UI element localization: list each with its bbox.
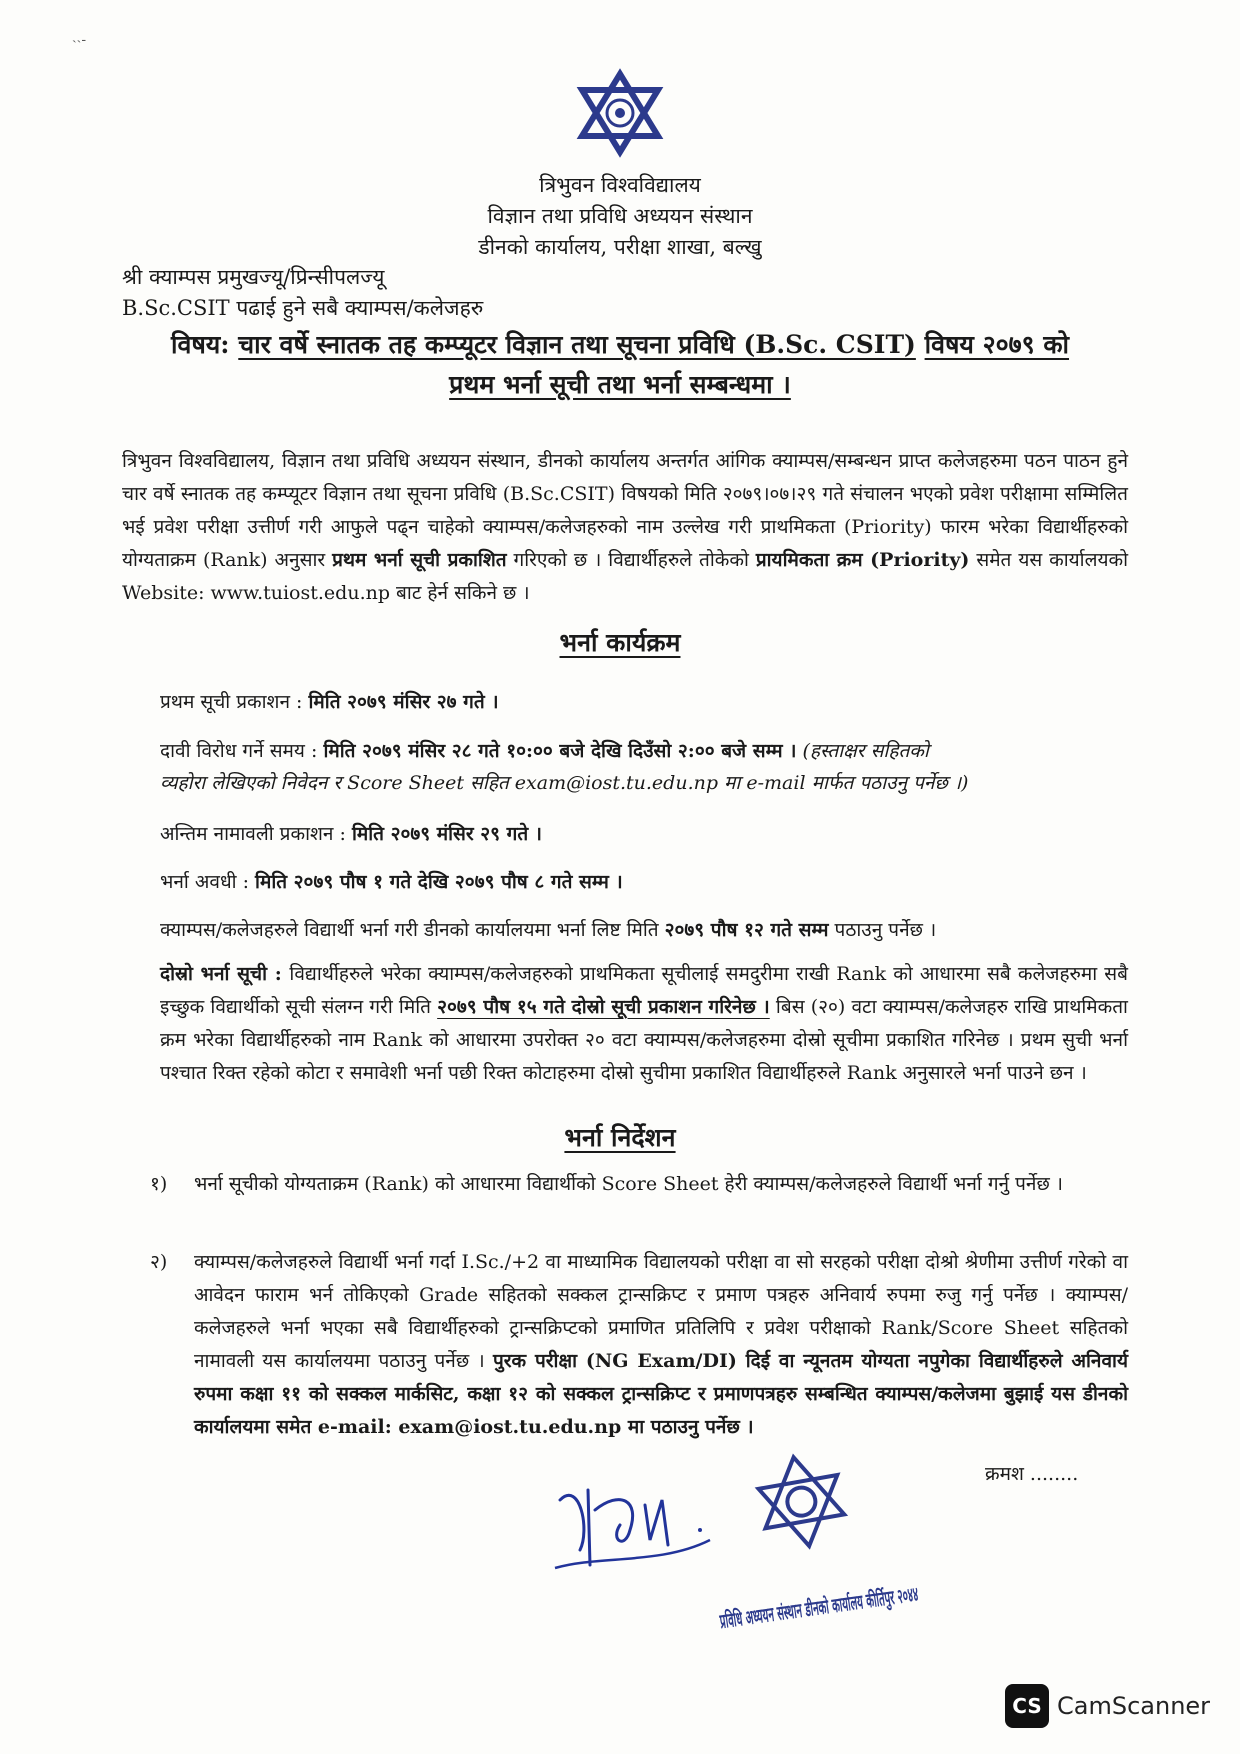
admission-value: मिति २०७९ पौष १ गते देखि २०७९ पौष ८ गते सम्म । xyxy=(255,871,623,893)
second-text-1: विद्यार्थीहरुले भरेका क्याम्पस/कलेजहरुको प्राथमिकता सूचीलाई समदुरीमा राखी Rank को आधारमा सबै कलेजहरुमा सबै इच्छुक विद्यार्थीको सूची संलग्न गरी मिति xyxy=(160,963,1129,1018)
instruction-2-bold: पुरक परीक्षा (NG Exam/DI) दिई वा न्यूनतम योग्यता नपुगेका विद्यार्थीहरुले अनिवार्य रुपमा कक्षा ११ को सक्कल मार्कसिट, कक्षा १२ को सक्कल ट्रान्सक्रिप्ट र प्रमाणपत्रहरु सम्बन्धित क्याम्पस/कलेजमा बुझाई यस डीनको कार्यालयमा समेत e-mail: exam@iost.tu.edu.np मा पठाउनु पर्नेछ । xyxy=(194,1350,1128,1438)
tu-emblem-icon xyxy=(570,72,670,154)
claim-note-1: (हस्ताक्षर सहितको xyxy=(796,740,929,762)
send-text: क्याम्पस/कलेजहरुले विद्यार्थी भर्ना गरी डीनको कार्यालयमा भर्ना लिष्ट मिति xyxy=(160,919,665,941)
final-value: मिति २०७९ मंसिर २९ गते । xyxy=(351,823,542,845)
claim-row xyxy=(160,735,1120,799)
instruction-1-number: १) xyxy=(150,1173,168,1195)
schedule-heading: भर्ना कार्यक्रम xyxy=(559,628,681,657)
stamp-text: प्रविधि अध्ययन संस्थान डीनको कार्यालय कीर्तिपुर २०४४ xyxy=(718,1553,1120,1634)
instruction-item-1 xyxy=(150,1168,1128,1201)
office-name: डीनको कार्यालय, परीक्षा शाखा, बल्खु xyxy=(478,235,762,259)
final-list-row xyxy=(160,818,542,850)
subject xyxy=(100,325,1140,405)
continued-mark: क्रमश ........ xyxy=(985,1463,1079,1485)
admission-label: भर्ना अवधी : xyxy=(160,871,256,893)
instructions-heading: भर्ना निर्देशन xyxy=(564,1123,676,1152)
letterhead xyxy=(420,170,820,263)
recipient-line-2: B.Sc.CSIT पढाई हुने सबै क्याम्पस/कलेजहरु xyxy=(122,296,484,320)
claim-value: मिति २०७९ मंसिर २८ गते १०:०० बजे देखि दिउँसो २:०० बजे सम्म । xyxy=(323,740,797,762)
claim-label: दावी विरोध गर्ने समय : xyxy=(160,740,324,762)
instruction-item-2 xyxy=(150,1246,1128,1444)
subject-label: विषय: xyxy=(170,330,230,359)
instruction-2-text: क्याम्पस/कलेजहरुले विद्यार्थी भर्ना गर्दा I.Sc./+2 वा माध्यामिक विद्यालयको परीक्षा वा सो सरहको परीक्षा दोश्रो श्रेणीमा उत्तीर्ण गरेको वा आवेदन फाराम भर्न तोकिएको Grade सहितको सक्कल ट्रान्सक्रिप्ट र प्रमाण पत्रहरु अनिवार्य रुपमा रुजु गर्नु पर्नेछ । क्याम्पस/कलेजहरुले भर्ना भएका सबै विद्यार्थीहरुको ट्रान्सक्रिप्टको प्रमाणित प्रतिलिपि र प्रवेश परीक्षाको Rank/Score Sheet सहितको नामावली यस कार्यालयमा पठाउनु पर्नेछ । xyxy=(194,1251,1128,1372)
second-text-2: बिस (२०) वटा क्याम्पस/कलेजहरु राखि प्राथमिकता क्रम भरेका विद्यार्थीहरुको नाम Rank को आधारमा उपरोक्त २० वटा क्याम्पस/कलेजहरुमा दोस्रो सूचीमा प्रकाशित गरिनेछ । प्रथम सुची भर्ना पश्चात रिक्त रहेको कोटा र समावेशी भर्ना पछी रिक्त कोटाहरुमा दोस्रो सुचीमा प्रकाशित विद्यार्थीहरुले Rank अनुसारले भर्ना पाउने छन । xyxy=(160,996,1128,1084)
second-list-paragraph xyxy=(160,958,1128,1090)
scan-mark: ˴˴- xyxy=(72,32,87,48)
institute-name: विज्ञान तथा प्रविधि अध्ययन संस्थान xyxy=(487,204,753,228)
intro-text-3: समेत यस कार्यालयको Website: www.tuiost.edu.np बाट हेर्न सकिने छ । xyxy=(122,549,1129,604)
intro-bold-2: प्रायमिकता क्रम (Priority) xyxy=(755,549,970,571)
camscanner-logo-icon: CS xyxy=(1005,1684,1049,1728)
intro-text-1: त्रिभुवन विश्वविद्यालय, विज्ञान तथा प्रविधि अध्ययन संस्थान, डीनको कार्यालय अन्तर्गत आंगिक क्याम्पस/सम्बन्धन प्राप्त कलेजहरुमा पठन पाठन हुने चार वर्षे स्नातक तह कम्प्यूटर विज्ञान तथा सूचना प्रविधि (B.Sc.CSIT) विषयको मिति २०७९।०७।२९ गते संचालन भएको प्रवेश परीक्षामा सम्मिलित भई प्रवेश परीक्षा उत्तीर्ण गरी आफुले पढ्न चाहेको क्याम्पस/कलेजहरुको नाम उल्लेख गरी प्राथमिकता (Priority) फारम भरेका विद्यार्थीहरुको योग्यताक्रम (Rank) अनुसार xyxy=(122,450,1128,571)
admission-row xyxy=(160,866,623,898)
send-text-2: पठाउनु पर्नेछ । xyxy=(828,919,937,941)
second-bold: २०७९ पौष १५ गते दोस्रो सूची प्रकाशन गरिनेछ । xyxy=(437,996,770,1018)
first-list-row xyxy=(160,686,499,718)
subject-line-1b: विषय २०७९ को xyxy=(924,330,1070,359)
final-label: अन्तिम नामावली प्रकाशन : xyxy=(160,823,352,845)
second-list-label: दोस्रो भर्ना सूची : xyxy=(160,963,290,985)
recipient xyxy=(122,262,483,324)
camscanner-name: CamScanner xyxy=(1057,1692,1211,1720)
first-list-label: प्रथम सूची प्रकाशन : xyxy=(160,691,309,713)
claim-note-2: व्यहोरा लेखिएको निवेदन र Score Sheet सहित exam@iost.tu.edu.np मा e-mail मार्फत पठाउनु पर्नेछ ।) xyxy=(160,772,969,794)
university-name: त्रिभुवन विश्वविद्यालय xyxy=(539,173,701,197)
subject-line-1a: चार वर्षे स्नातक तह कम्प्यूटर विज्ञान तथा सूचना प्रविधि (B.Sc. CSIT) xyxy=(238,330,916,359)
intro-text-2: गरिएको छ । विद्यार्थीहरुले तोकेको xyxy=(506,549,756,571)
send-list-row xyxy=(160,914,936,946)
instruction-2-number: २) xyxy=(150,1251,168,1273)
intro-paragraph xyxy=(122,445,1128,610)
subject-line-2: प्रथम भर्ना सूची तथा भर्ना सम्बन्धमा । xyxy=(449,370,791,399)
send-bold: २०७९ पौष १२ गते सम्म xyxy=(664,919,829,941)
first-list-value: मिति २०७९ मंसिर २७ गते । xyxy=(308,691,499,713)
intro-bold-1: प्रथम भर्ना सूची प्रकाशित xyxy=(332,549,507,571)
camscanner-watermark xyxy=(1005,1684,1210,1728)
instruction-1-text: भर्ना सूचीको योग्यताक्रम (Rank) को आधारमा विद्यार्थीको Score Sheet हेरी क्याम्पस/कलेजहरुले विद्यार्थी भर्ना गर्नु पर्नेछ । xyxy=(194,1173,1064,1195)
recipient-line-1: श्री क्याम्पस प्रमुखज्यू/प्रिन्सीपलज्यू xyxy=(122,265,385,289)
